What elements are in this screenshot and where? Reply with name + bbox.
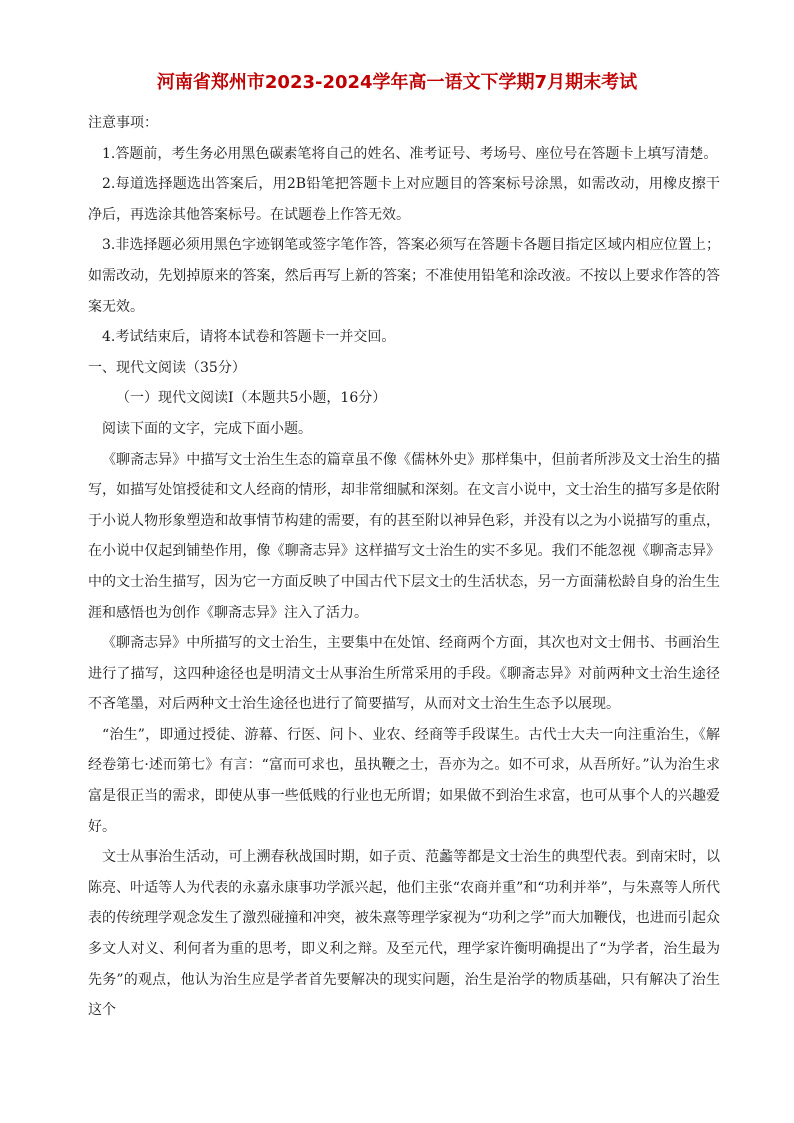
passage-paragraph-3: “治生”，即通过授徒、游幕、行医、问卜、业农、经商等手段谋生。古代士大夫一向注重治生，《解经卷第七·述而第七》有言：“富而可求也，虽执鞭之士，吾亦为之。如不可求，从吾所好。”认为治生求富是很正当的需求，即使从事一些低贱的行业也无所谓；如果做不到治生求富，也可从事个人的兴趣爱好。 <box>88 726 720 835</box>
document-body <box>88 108 720 1026</box>
passage-paragraph-1: 《聊斋志异》中描写文士治生生态的篇章虽不像《儒林外史》那样集中，但前者所涉及文士治生的描写，如描写处馆授徒和文人经商的情形，却非常细腻和深刻。在文言小说中，文士治生的描写多是依附于小说人物形象塑造和故事情节构建的需要，有的甚至附以神异色彩，并没有以之为小说描写的重点，在小说中仅起到铺垫作用，像《聊斋志异》这样描写文士治生的实不多见。我们不能忽视《聊斋志异》中的文士治生描写，因为它一方面反映了中国古代下层文士的生活状态，另一方面蒲松龄自身的治生生涯和感悟也为创作《聊斋志异》注入了活力。 <box>88 451 720 621</box>
notice-item-1: 1.答题前，考生务必用黑色碳素笔将自己的姓名、准考证号、考场号、座位号在答题卡上填写清楚。 <box>102 145 718 162</box>
subsection-heading: （一）现代文阅读Ⅰ（本题共5小题，16分） <box>116 390 387 407</box>
reading-instruction: 阅读下面的文字，完成下面小题。 <box>102 420 312 437</box>
notice-item-4: 4.考试结束后，请将本试卷和答题卡一并交回。 <box>102 329 396 346</box>
section-heading: 一、现代文阅读（35分） <box>88 359 246 376</box>
passage-paragraph-2: 《聊斋志异》中所描写的文士治生，主要集中在处馆、经商两个方面，其次也对文士佣书、书画治生进行了描写，这四种途径也是明清文士从事治生所常采用的手段。《聊斋志异》对前两种文士治生途径不吝笔墨，对后两种文士治生途径也进行了简要描写，从而对文士治生生态予以展现。 <box>88 635 720 713</box>
passage-paragraph-4: 文士从事治生活动，可上溯春秋战国时期，如子贡、范蠡等都是文士治生的典型代表。到南宋时，以陈亮、叶适等人为代表的永嘉永康事功学派兴起，他们主张“农商并重”和“功利并举”，与朱熹等人所代表的传统理学观念发生了激烈碰撞和冲突，被朱熹等理学家视为“功利之学”而大加鞭伐，也进而引起众多文人对义、利何者为重的思考，即义利之辩。及至元代，理学家许衡明确提出了“为学者，治生最为先务”的观点，他认为治生应是学者首先要解决的现实问题，治生是治学的物质基础，只有解决了治生这个 <box>88 849 720 1019</box>
notice-heading: 注意事项： <box>88 115 158 131</box>
notice-item-2: 2.每道选择题选出答案后，用2B铅笔把答题卡上对应题目的答案标号涂黑，如需改动，用橡皮擦干净后，再选涂其他答案标号。在试题卷上作答无效。 <box>88 176 720 223</box>
document-title: 河南省郑州市2023-2024学年高一语文下学期7月期末考试 <box>156 72 638 93</box>
notice-item-3: 3.非选择题必须用黑色字迹钢笔或签字笔作答，答案必须写在答题卡各题目指定区域内相应位置上；如需改动，先划掉原来的答案，然后再写上新的答案；不准使用铅笔和涂改液。不按以上要求作答的答案无效。 <box>88 237 720 315</box>
